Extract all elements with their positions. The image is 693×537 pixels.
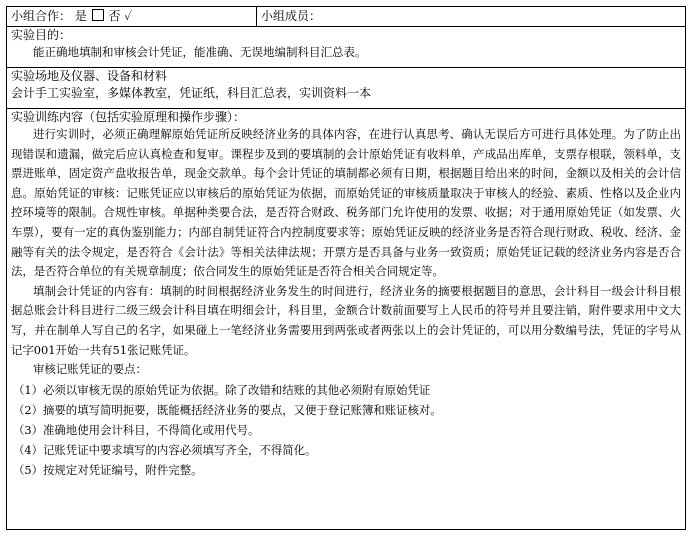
objective-text: 能正确地填制和审核会计凭证，能准确、无误地编制科目汇总表。: [33, 45, 367, 59]
group-members-label: 小组成员：: [261, 9, 322, 23]
list-item: （1）必须以审核无误的原始凭证为依据。除了改错和结账的其他必须附有原始凭证: [13, 382, 431, 397]
experiment-report-form: [6, 6, 686, 530]
review-points-list: [7, 380, 685, 480]
group-cooperation-cell: [7, 7, 257, 26]
yes-checkbox[interactable]: [92, 9, 104, 21]
group-cooperation-label: 小组合作：: [11, 9, 72, 23]
content-section: [7, 109, 685, 510]
review-points-title: 审核记账凭证的要点：: [33, 362, 147, 377]
check-mark-icon[interactable]: ✓: [124, 9, 133, 23]
header-row: [7, 7, 685, 27]
venue-text: 会计手工实验室，多媒体教室，凭证纸，科目汇总表，实训资料一本: [11, 86, 372, 100]
paragraph-voucher-review: 进行实训时，必须正确理解原始凭证所反映经济业务的具体内容，在进行认真思考、确认无误后方可进行具体处理。为了防止出现错误和遗漏，做完后应认真检查和复审。课程步及到的要填制的会计原始凭证有收料单，产成品出库单，支票存根联，领料单，支票进账单，固定资产盘收报告单，现金交款单。每个会计凭证的填制都必须有日期，根据题目给出来的时间，金额以及相关的会计信息。原始凭证的审核：记账凭证应以审核后的原始凭证为依据，而原始凭证的审核质量取决于审核人的经验、素质、性格以及企业内控环境等的限制。合规性审核。单据种类要合法，是否符合财政、税务部门允许使用的发票、收据；对于通用原始凭证（如发票、火车票），要有一定的真伪鉴别能力；内部自制凭证符合内控制度要求等；原始凭证反映的经济业务是否符合现行财政、税收、经济、金融等有关的法令规定，是否符合《会计法》等相关法律法规；开票方是否具备与业务一致资质；原始凭证记载的经济业务内容是否合法，是否符合单位的有关规章制度；依合同发生的原始凭证是否符合相关合同规定等。: [11, 127, 681, 279]
list-item: （5）按规定对凭证编号，附件完整。: [13, 462, 203, 477]
list-item: （3）准确地使用会计科目，不得简化或用代号。: [13, 422, 260, 437]
content-label: 实验训练内容（包括实验原理和操作步骤）：: [11, 110, 246, 124]
objective-label: 实验目的：: [11, 28, 72, 42]
list-item: （4）记账凭证中要求填写的内容必须填写齐全，不得简化。: [13, 442, 317, 457]
no-option-label: 否: [108, 9, 121, 23]
list-item: （2）摘要的填写简明扼要，既能概括经济业务的要点，又便于登记账簿和账证核对。: [13, 402, 442, 417]
paragraph-voucher-filling: 填制会计凭证的内容有：填制的时间根据经济业务发生的时间进行，经济业务的摘要根据题目的意思，会计科目一级会计科目根据总账会计科目进行二级三级会计科目填在明细会计，科目里，金额合计数前面要写上人民币的符号并且要注销，附件要求用中文大写，并在制单人写自己的名字，如果碰上一笔经济业务需要用到两张或者两张以上的会计凭证的，可以用分数编号法，凭证的字号从记字001开始一共有51张记账凭证。: [11, 283, 681, 357]
venue-label: 实验场地及仪器、设备和材料: [11, 69, 168, 83]
yes-option-label: 是: [74, 9, 87, 23]
objective-section: [7, 27, 685, 68]
group-members-cell: [257, 7, 685, 26]
venue-section: [7, 68, 685, 109]
